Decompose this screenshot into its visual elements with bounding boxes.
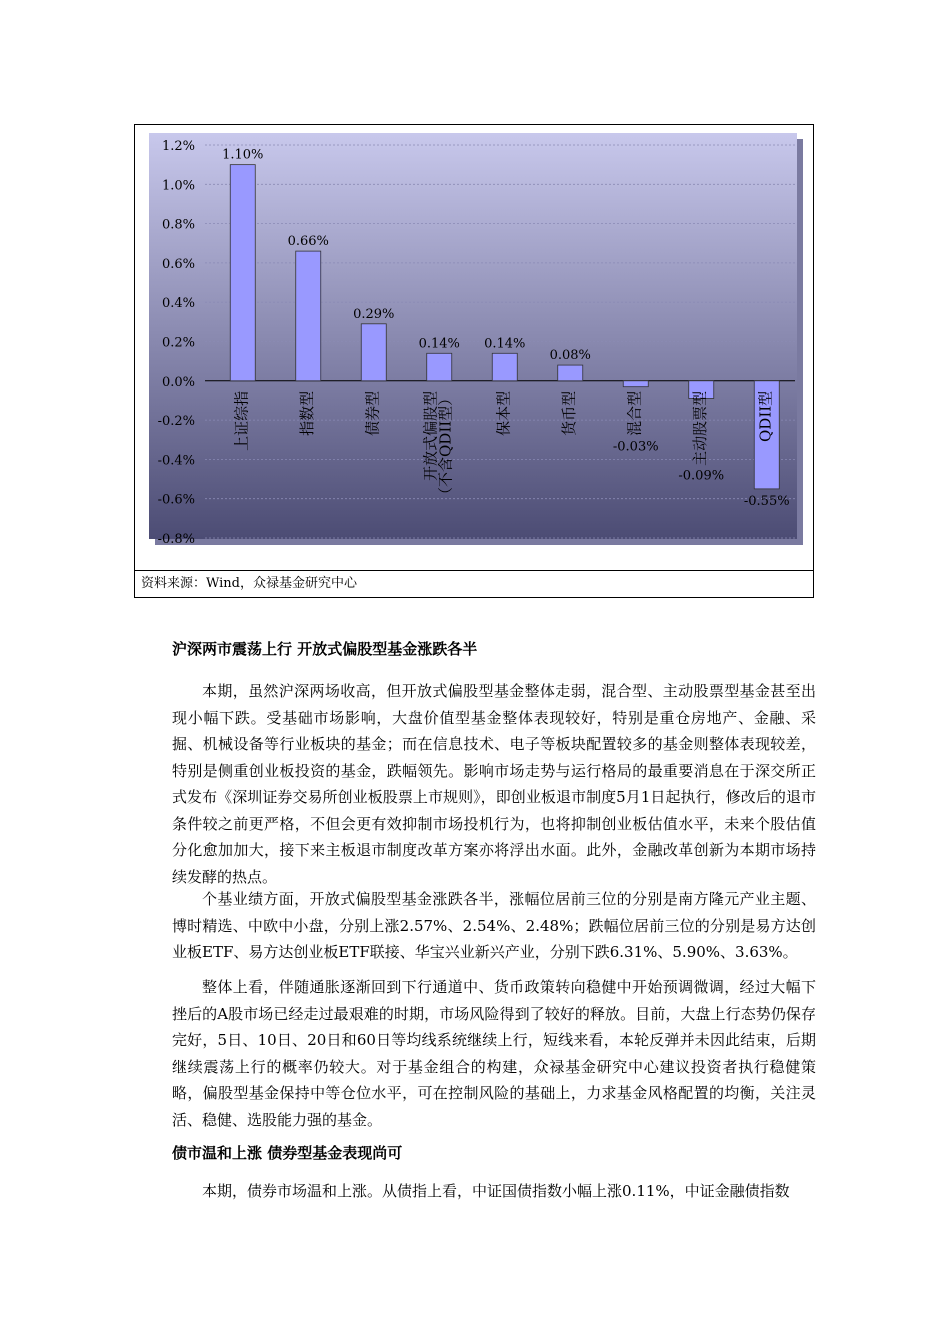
source-note: 资料来源：Wind，众禄基金研究中心 bbox=[135, 570, 813, 597]
data-label: 0.14% bbox=[484, 336, 526, 352]
section2-paragraph-1: 本期，债券市场温和上涨。从债指上看，中证国债指数小幅上涨0.11%，中证金融债指数 bbox=[202, 1182, 790, 1200]
bar bbox=[361, 324, 386, 381]
y-tick-label: 0.4% bbox=[161, 296, 195, 312]
category-label: QDII型 bbox=[756, 390, 775, 442]
category-label: （不含QDII型） bbox=[436, 390, 455, 502]
bar bbox=[296, 251, 321, 381]
y-tick-label: 0.8% bbox=[161, 217, 195, 233]
category-label: 主动股票型 bbox=[691, 390, 710, 466]
y-tick-label: -0.4% bbox=[157, 453, 195, 469]
data-label: -0.03% bbox=[612, 439, 659, 455]
data-label: 0.66% bbox=[287, 234, 329, 250]
y-tick-label: -0.8% bbox=[157, 532, 195, 547]
y-tick-label: -0.6% bbox=[157, 492, 195, 508]
data-label: 0.29% bbox=[353, 306, 395, 322]
category-label: 指数型 bbox=[298, 390, 317, 436]
category-label: 混合型 bbox=[625, 390, 644, 436]
y-tick-label: 0.6% bbox=[161, 256, 195, 272]
chart-panel bbox=[134, 124, 814, 598]
y-tick-label: 0.2% bbox=[161, 335, 195, 351]
bar bbox=[623, 381, 648, 387]
section1-paragraph-2: 个基业绩方面，开放式偏股型基金涨跌各半，涨幅位居前三位的分别是南方隆元产业主题、博时精选、中欧中小盘，分别上涨2.57%、2.54%、2.48%；跌幅位居前三位的分别是易方达创业板ETF、易方达创业板ETF联接、华宝兴业新兴产业，分别下跌6.31%、5.90%、3.63%。 bbox=[172, 890, 816, 961]
data-label: 0.08% bbox=[549, 348, 591, 364]
category-label: 保本型 bbox=[494, 390, 513, 436]
bar bbox=[230, 165, 255, 381]
bar bbox=[492, 353, 517, 381]
section2-heading: 债市温和上涨 债券型基金表现尚可 bbox=[172, 1144, 403, 1162]
y-tick-label: 0.0% bbox=[161, 374, 195, 390]
category-label: 开放式偏股型 bbox=[421, 390, 440, 481]
data-label: 0.14% bbox=[418, 336, 460, 352]
y-tick-label: 1.0% bbox=[161, 178, 195, 194]
data-label: -0.09% bbox=[678, 468, 725, 484]
data-label: -0.55% bbox=[743, 493, 790, 509]
data-label: 1.10% bbox=[222, 147, 264, 163]
section1-heading: 沪深两市震荡上行 开放式偏股型基金涨跌各半 bbox=[172, 640, 478, 658]
category-label: 货币型 bbox=[560, 390, 579, 436]
y-tick-label: 1.2% bbox=[161, 139, 195, 154]
category-label: 上证综指 bbox=[232, 390, 251, 451]
bar bbox=[427, 353, 452, 381]
category-label: 债券型 bbox=[363, 390, 382, 436]
bar-chart bbox=[135, 125, 813, 570]
section1-paragraph-3: 整体上看，伴随通胀逐渐回到下行通道中、货币政策转向稳健中开始预调微调，经过大幅下挫后的A股市场已经走过最艰难的时期，市场风险得到了较好的释放。目前，大盘上行态势仍保存完好，5日、10日、20日和60日等均线系统继续上行，短线来看，本轮反弹并未因此结束，后期继续震荡上行的概率仍较大。对于基金组合的构建，众禄基金研究中心建议投资者执行稳健策略，偏股型基金保持中等仓位水平，可在控制风险的基础上，力求基金风格配置的均衡，关注灵活、稳健、选股能力强的基金。 bbox=[172, 978, 816, 1129]
bar bbox=[558, 365, 583, 381]
y-tick-label: -0.2% bbox=[157, 414, 195, 430]
section1-paragraph-1: 本期，虽然沪深两场收高，但开放式偏股型基金整体走弱，混合型、主动股票型基金甚至出现小幅下跌。受基础市场影响，大盘价值型基金整体表现较好，特别是重仓房地产、金融、采掘、机械设备等行业板块的基金；而在信息技术、电子等板块配置较多的基金则整体表现较差，特别是侧重创业板投资的基金，跌幅领先。影响市场走势与运行格局的最重要消息在于深交所正式发布《深圳证券交易所创业板股票上市规则》，即创业板退市制度5月1日起执行，修改后的退市条件较之前更严格，不但会更有效抑制市场投机行为，也将抑制创业板估值水平，未来个股估值分化愈加加大，接下来主板退市制度改革方案亦将浮出水面。此外，金融改革创新为本期市场持续发酵的热点。 bbox=[172, 682, 816, 886]
